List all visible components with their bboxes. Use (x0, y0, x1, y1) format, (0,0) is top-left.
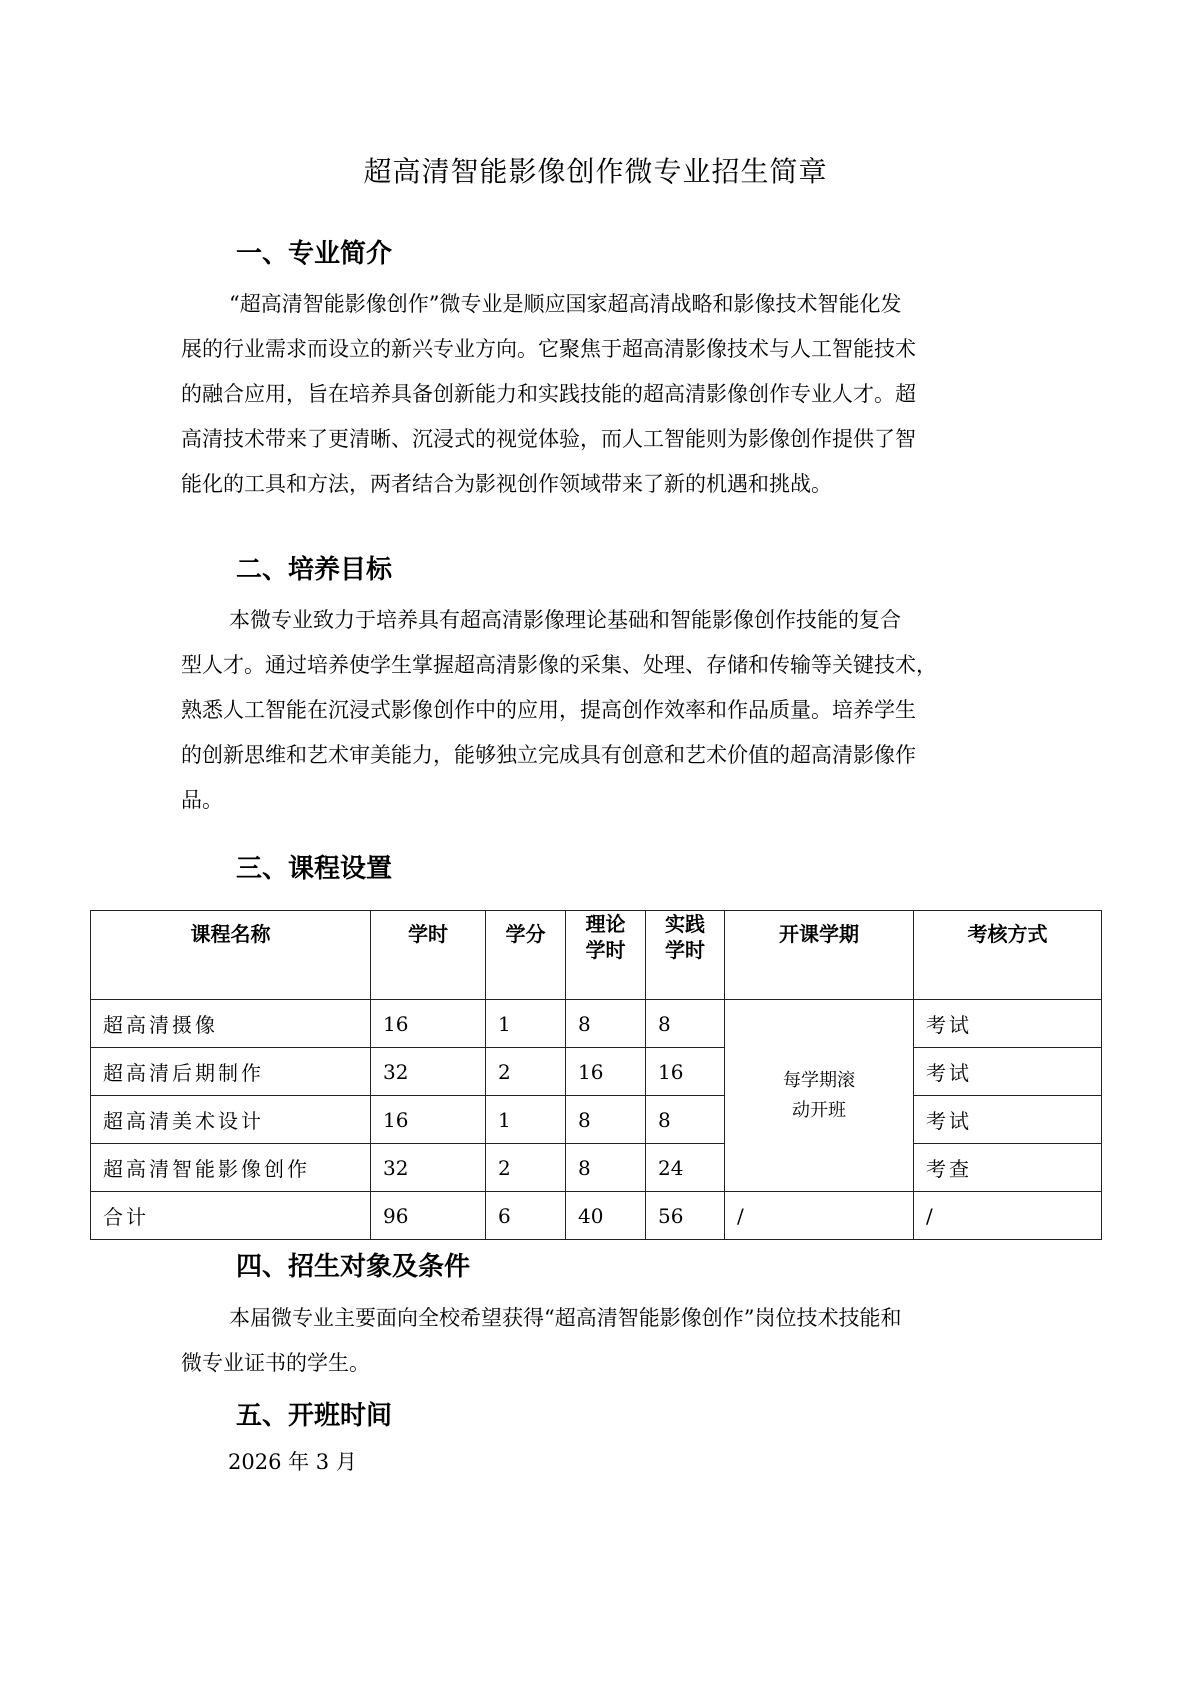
cell-course-name: 超高清摄像 (91, 1000, 371, 1048)
paragraph-line: 的融合应用，旨在培养具备创新能力和实践技能的超高清影像创作专业人才。超 (181, 382, 916, 406)
document-title: 超高清智能影像创作微专业招生简章 (363, 155, 828, 188)
paragraph-line: 能化的工具和方法，两者结合为影视创作领域带来了新的机遇和挑战。 (181, 472, 832, 496)
semester-line2: 动开班 (792, 1099, 846, 1121)
table-row (91, 1000, 1102, 1048)
table-row (91, 1144, 1102, 1192)
cell-semester-merged (725, 1000, 914, 1192)
section-heading-admission: 四、招生对象及条件 (236, 1252, 471, 1282)
cell-credits: 1 (486, 1000, 566, 1048)
cell-hours: 32 (371, 1144, 486, 1192)
cell-practice: 8 (646, 1096, 725, 1144)
cell-theory: 8 (566, 1096, 646, 1144)
cell-assessment: 考查 (914, 1144, 1102, 1192)
start-date-text: 2026 年 3 月 (228, 1450, 357, 1474)
table-header-row (91, 911, 1102, 1000)
cell-credits: 1 (486, 1096, 566, 1144)
cell-course-name: 超高清美术设计 (91, 1096, 371, 1144)
section-heading-start-date: 五、开班时间 (236, 1401, 393, 1431)
header-semester: 开课学期 (725, 911, 914, 1000)
course-table (90, 910, 1102, 1240)
section-admission-paragraph (181, 1296, 1021, 1386)
cell-course-name: 超高清智能影像创作 (91, 1144, 371, 1192)
paragraph-line: 型人才。通过培养使学生掌握超高清影像的采集、处理、存储和传输等关键技术， (181, 653, 937, 677)
cell-theory: 8 (566, 1000, 646, 1048)
section-goals-paragraph (181, 598, 1021, 823)
cell-practice: 8 (646, 1000, 725, 1048)
cell-total-hours: 96 (371, 1192, 486, 1240)
cell-hours: 32 (371, 1048, 486, 1096)
semester-line1: 每学期滚 (783, 1069, 855, 1091)
section-intro-paragraph (181, 282, 1021, 507)
section-heading-goals: 二、培养目标 (236, 555, 393, 585)
header-credits: 学分 (486, 911, 566, 1000)
cell-total-label: 合计 (91, 1192, 371, 1240)
header-theory-line1: 理论 (585, 912, 626, 936)
cell-theory: 16 (566, 1048, 646, 1096)
cell-total-assessment: / (914, 1192, 1102, 1240)
cell-course-name: 超高清后期制作 (91, 1048, 371, 1096)
header-course-name: 课程名称 (91, 911, 371, 1000)
section-heading-courses: 三、课程设置 (236, 854, 393, 884)
header-theory-hours (566, 911, 646, 1000)
cell-assessment: 考试 (914, 1048, 1102, 1096)
cell-theory: 8 (566, 1144, 646, 1192)
cell-total-semester: / (725, 1192, 914, 1240)
paragraph-line: 展的行业需求而设立的新兴专业方向。它聚焦于超高清影像技术与人工智能技术 (181, 337, 916, 361)
cell-total-credits: 6 (486, 1192, 566, 1240)
cell-total-practice: 56 (646, 1192, 725, 1240)
paragraph-line: 本微专业致力于培养具有超高清影像理论基础和智能影像创作技能的复合 (229, 608, 901, 632)
header-theory-line2: 学时 (585, 938, 626, 962)
cell-assessment: 考试 (914, 1000, 1102, 1048)
paragraph-line: 熟悉人工智能在沉浸式影像创作中的应用，提高创作效率和作品质量。培养学生 (181, 698, 916, 722)
paragraph-line: 品。 (181, 788, 223, 812)
cell-assessment: 考试 (914, 1096, 1102, 1144)
cell-total-theory: 40 (566, 1192, 646, 1240)
cell-practice: 16 (646, 1048, 725, 1096)
paragraph-line: “超高清智能影像创作”微专业是顺应国家超高清战略和影像技术智能化发 (229, 292, 902, 316)
cell-credits: 2 (486, 1144, 566, 1192)
header-practice-hours (646, 911, 725, 1000)
paragraph-line: 的创新思维和艺术审美能力，能够独立完成具有创意和艺术价值的超高清影像作 (181, 743, 916, 767)
paragraph-line: 微专业证书的学生。 (181, 1351, 370, 1375)
table-row (91, 1096, 1102, 1144)
table-row (91, 1048, 1102, 1096)
header-practice-line1: 实践 (665, 912, 705, 936)
cell-credits: 2 (486, 1048, 566, 1096)
cell-hours: 16 (371, 1000, 486, 1048)
header-practice-line2: 学时 (665, 938, 705, 962)
section-heading-intro: 一、专业简介 (236, 239, 393, 269)
table-total-row (91, 1192, 1102, 1240)
paragraph-line: 本届微专业主要面向全校希望获得“超高清智能影像创作”岗位技术技能和 (229, 1306, 902, 1330)
cell-practice: 24 (646, 1144, 725, 1192)
header-assessment: 考核方式 (914, 911, 1102, 1000)
paragraph-line: 高清技术带来了更清晰、沉浸式的视觉体验，而人工智能则为影像创作提供了智 (181, 427, 916, 451)
header-hours: 学时 (371, 911, 486, 1000)
cell-hours: 16 (371, 1096, 486, 1144)
